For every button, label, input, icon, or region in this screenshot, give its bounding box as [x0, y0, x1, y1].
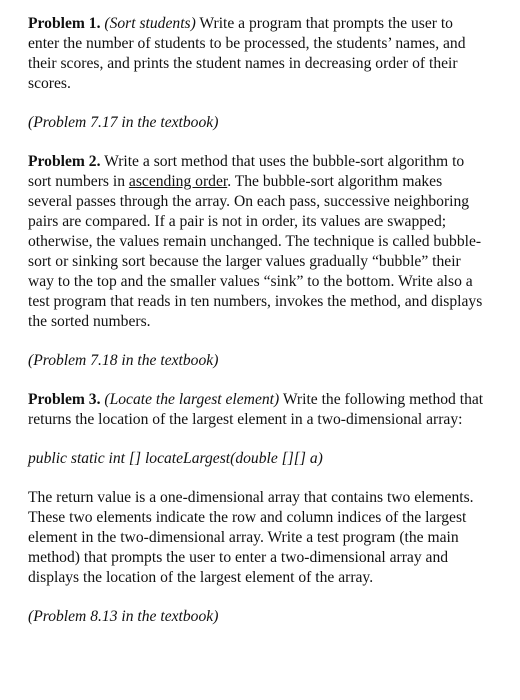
- problem-3-description: The return value is a one-dimensional array that contains two elements. These two elements indicate the row and column indices of the largest element in the two-dimensional array. Write a test program (the main method) that prompts the user to enter a two-dimensional array and displays the location of the largest element of the array.: [28, 489, 474, 586]
- problem-3-subtitle: (Locate the largest element): [104, 391, 280, 408]
- problem-1-reference: (Problem 7.17 in the textbook): [28, 114, 219, 131]
- problem-3-body: Write the following method that returns the location of the largest element in a two-dimensional array:: [28, 391, 484, 428]
- assignment-document: [28, 14, 488, 627]
- spacer: [28, 332, 488, 351]
- problem-2-reference: (Problem 7.18 in the textbook): [28, 352, 219, 369]
- problem-2-heading: Problem 2.: [28, 153, 101, 170]
- problem-2-body-before: Write a sort method that uses the bubble-sort algorithm to sort numbers in: [28, 153, 465, 190]
- problem-1-body: Write a program that prompts the user to enter the number of students to be processed, the students’ names, and their scores, and prints the student names in decreasing order of their scores.: [28, 15, 466, 92]
- problem-2-body-after: . The bubble-sort algorithm makes several passes through the array. On each pass, successive neighboring pairs are compared. If a pair is not in order, its values are swapped; otherwise, the values remain unchanged. The technique is called bubble-sort or sinking sort because the larger values gradually “bubble” their way to the top and the smaller values “sink” to the bottom. Write also a test program that reads in ten numbers, invokes the method, and displays the sorted numbers.: [28, 173, 483, 330]
- problem-2-underlined-text: ascending order: [128, 173, 228, 190]
- problem-3-paragraph: [28, 390, 488, 430]
- problem-2-paragraph: [28, 152, 488, 332]
- problem-3-heading: Problem 3.: [28, 391, 101, 408]
- spacer: [28, 371, 488, 390]
- spacer: [28, 133, 488, 152]
- problem-1-paragraph: [28, 14, 488, 94]
- problem-1-subtitle: (Sort students): [104, 15, 196, 32]
- problem-3-method-signature: public static int [] locateLargest(double [][] a): [28, 450, 323, 467]
- problem-3-reference: (Problem 8.13 in the textbook): [28, 608, 219, 625]
- problem-1-heading: Problem 1.: [28, 15, 101, 32]
- spacer: [28, 588, 488, 607]
- spacer: [28, 469, 488, 488]
- spacer: [28, 430, 488, 449]
- spacer: [28, 94, 488, 113]
